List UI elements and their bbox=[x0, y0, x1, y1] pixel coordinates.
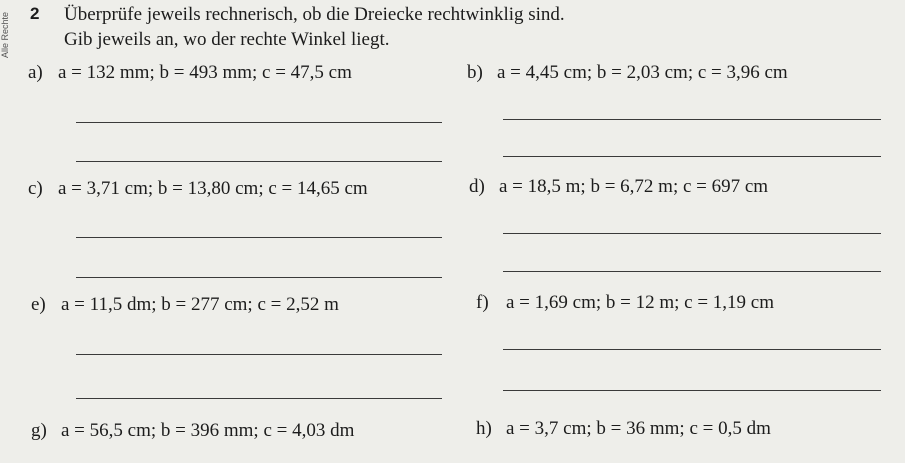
item-h bbox=[476, 418, 771, 440]
item-f bbox=[476, 292, 774, 314]
answer-line-a2[interactable] bbox=[76, 161, 442, 162]
item-b bbox=[467, 62, 788, 84]
item-b-letter: b) bbox=[467, 62, 483, 83]
margin-copyright-text: Alle Rechte bbox=[0, 11, 10, 58]
item-h-letter: h) bbox=[476, 418, 492, 439]
answer-line-a1[interactable] bbox=[76, 122, 442, 123]
answer-line-b1[interactable] bbox=[503, 119, 881, 120]
answer-line-c1[interactable] bbox=[76, 237, 442, 238]
answer-line-f1[interactable] bbox=[503, 349, 881, 350]
answer-line-f2[interactable] bbox=[503, 390, 881, 391]
item-c-formula: a = 3,71 cm; b = 13,80 cm; c = 14,65 cm bbox=[58, 178, 368, 199]
item-d-formula: a = 18,5 m; b = 6,72 m; c = 697 cm bbox=[499, 176, 769, 197]
item-g-letter: g) bbox=[31, 420, 47, 441]
item-a-formula: a = 132 mm; b = 493 mm; c = 47,5 cm bbox=[58, 62, 352, 83]
item-a bbox=[28, 62, 352, 84]
item-b-formula: a = 4,45 cm; b = 2,03 cm; c = 3,96 cm bbox=[497, 62, 788, 83]
task-number: 2 bbox=[30, 4, 40, 23]
instruction-line-2: Gib jeweils an, wo der rechte Winkel liegt. bbox=[64, 29, 390, 50]
item-e-letter: e) bbox=[31, 294, 46, 315]
instruction-line-1: Überprüfe jeweils rechnerisch, ob die Dreiecke rechtwinklig sind. bbox=[64, 4, 565, 25]
item-e bbox=[31, 294, 339, 316]
item-g bbox=[31, 420, 354, 442]
item-h-formula: a = 3,7 cm; b = 36 mm; c = 0,5 dm bbox=[506, 418, 771, 439]
answer-line-d1[interactable] bbox=[503, 233, 881, 234]
item-d bbox=[469, 176, 768, 198]
answer-line-d2[interactable] bbox=[503, 271, 881, 272]
answer-line-b2[interactable] bbox=[503, 156, 881, 157]
item-c-letter: c) bbox=[28, 178, 43, 199]
answer-line-c2[interactable] bbox=[76, 277, 442, 278]
item-e-formula: a = 11,5 dm; b = 277 cm; c = 2,52 m bbox=[61, 294, 339, 315]
item-g-formula: a = 56,5 cm; b = 396 mm; c = 4,03 dm bbox=[61, 420, 355, 441]
item-a-letter: a) bbox=[28, 62, 43, 83]
item-d-letter: d) bbox=[469, 176, 485, 197]
answer-line-e2[interactable] bbox=[76, 398, 442, 399]
item-f-letter: f) bbox=[476, 292, 489, 313]
answer-line-e1[interactable] bbox=[76, 354, 442, 355]
item-c bbox=[28, 178, 368, 200]
item-f-formula: a = 1,69 cm; b = 12 m; c = 1,19 cm bbox=[506, 292, 775, 313]
